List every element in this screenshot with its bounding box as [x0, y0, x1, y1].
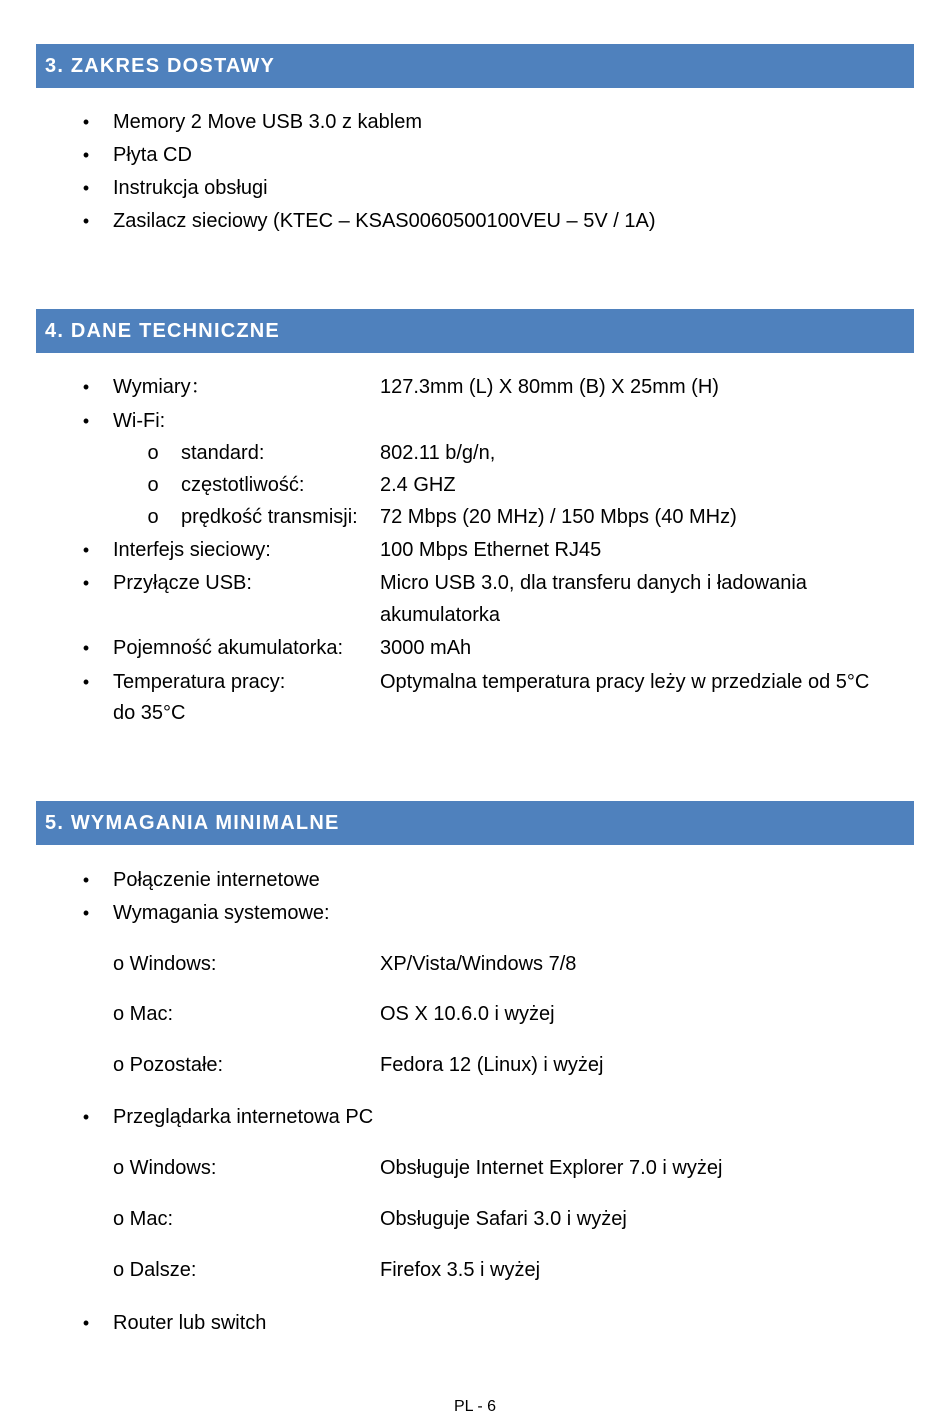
- spec-label: standard:: [181, 442, 265, 464]
- spec-value: 127.3mm (L) X 80mm (B) X 25mm (H): [380, 376, 719, 398]
- item-text: Połączenie internetowe: [113, 869, 320, 891]
- bullet: •: [82, 638, 90, 658]
- bullet: •: [82, 112, 90, 132]
- spec-label: Interfejs sieciowy:: [113, 539, 271, 561]
- list-item-system-requirements: [0, 897, 950, 929]
- browser-row-windows: [0, 1152, 950, 1184]
- section-header-dane-techniczne: 4. DANE TECHNICZNE: [36, 309, 914, 353]
- item-text: Zasilacz sieciowy (KTEC – KSAS0060500100VEU – 5V / 1A): [113, 210, 656, 232]
- spec-value: 802.11 b/g/n,: [380, 442, 496, 464]
- spec-row-interfejs: [0, 534, 950, 566]
- bullet: •: [82, 178, 90, 198]
- spec-row-wymiary: [0, 371, 950, 403]
- spec-row-usb: [0, 567, 950, 599]
- spec-label: Przyłącze USB:: [113, 572, 252, 594]
- spec-row-temperatura: [0, 666, 950, 698]
- spec-label: Pojemność akumulatorka:: [113, 637, 344, 659]
- item-text: Przeglądarka internetowa PC: [113, 1106, 374, 1128]
- sub-bullet: o: [147, 442, 159, 464]
- req-label: o Windows:: [113, 953, 217, 975]
- spec-value: 3000 mAh: [380, 637, 472, 659]
- bullet: •: [82, 211, 90, 231]
- spec-label: częstotliwość:: [181, 474, 305, 496]
- req-row-other: [0, 1049, 950, 1081]
- req-value: Obsługuje Safari 3.0 i wyżej: [380, 1208, 627, 1230]
- bullet: •: [82, 903, 90, 923]
- req-label: o Mac:: [113, 1003, 174, 1025]
- spec-subrow-standard: [0, 437, 950, 469]
- bullet: •: [82, 540, 90, 560]
- spec-row-wifi: [0, 405, 950, 437]
- list-item: [0, 139, 950, 171]
- item-text: Router lub switch: [113, 1312, 267, 1334]
- bullet: •: [82, 411, 90, 431]
- section-header-wymagania-minimalne: 5. WYMAGANIA MINIMALNE: [36, 801, 914, 845]
- bullet: •: [82, 145, 90, 165]
- spec-label: Temperatura pracy:: [113, 671, 286, 693]
- spec-value-continued: do 35°C: [113, 702, 186, 724]
- req-value: Firefox 3.5 i wyżej: [380, 1259, 541, 1281]
- spec-label: Wi-Fi:: [113, 410, 166, 432]
- req-value: XP/Vista/Windows 7/8: [380, 953, 577, 975]
- browser-row-mac: [0, 1203, 950, 1235]
- spec-label: Wymiary：: [113, 376, 211, 398]
- bullet: •: [82, 1313, 90, 1333]
- spec-subrow-frequency: [0, 469, 950, 501]
- req-label: o Mac:: [113, 1208, 174, 1230]
- spec-row-temperatura-cont: [0, 697, 950, 729]
- sub-bullet: o: [147, 474, 159, 496]
- list-item: [0, 205, 950, 237]
- browser-row-other: [0, 1254, 950, 1286]
- item-text: Płyta CD: [113, 144, 192, 166]
- req-row-windows: [0, 948, 950, 980]
- item-text: Memory 2 Move USB 3.0 z kablem: [113, 111, 422, 133]
- spec-value-continued: akumulatorka: [380, 604, 501, 626]
- req-label: o Windows:: [113, 1157, 217, 1179]
- bullet: •: [82, 573, 90, 593]
- bullet: •: [82, 1107, 90, 1127]
- item-text: Wymagania systemowe:: [113, 902, 330, 924]
- spec-subrow-speed: [0, 501, 950, 533]
- req-value: Obsługuje Internet Explorer 7.0 i wyżej: [380, 1157, 723, 1179]
- req-value: Fedora 12 (Linux) i wyżej: [380, 1054, 604, 1076]
- section-header-zakres-dostawy: 3. ZAKRES DOSTAWY: [36, 44, 914, 88]
- req-label: o Dalsze:: [113, 1259, 197, 1281]
- list-item-browser: [0, 1101, 950, 1133]
- list-item: [0, 106, 950, 138]
- spec-value: Optymalna temperatura pracy leży w przedziale od 5°C: [380, 671, 870, 693]
- req-label: o Pozostałe:: [113, 1054, 224, 1076]
- bullet: •: [82, 377, 90, 397]
- list-item-internet: [0, 864, 950, 896]
- page-number: PL - 6: [453, 1398, 497, 1415]
- spec-value: 72 Mbps (20 MHz) / 150 Mbps (40 MHz): [380, 506, 737, 528]
- spec-row-pojemnosc: [0, 632, 950, 664]
- spec-value: 2.4 GHZ: [380, 474, 456, 496]
- req-value: OS X 10.6.0 i wyżej: [380, 1003, 555, 1025]
- list-item-router: [0, 1307, 950, 1339]
- spec-label: prędkość transmisji:: [181, 506, 358, 528]
- spec-value: 100 Mbps Ethernet RJ45: [380, 539, 602, 561]
- spec-value: Micro USB 3.0, dla transferu danych i ładowania: [380, 572, 807, 594]
- bullet: •: [82, 870, 90, 890]
- item-text: Instrukcja obsługi: [113, 177, 268, 199]
- bullet: •: [82, 672, 90, 692]
- sub-bullet: o: [147, 506, 159, 528]
- list-item: [0, 172, 950, 204]
- spec-row-usb-cont: [0, 599, 950, 631]
- req-row-mac: [0, 998, 950, 1030]
